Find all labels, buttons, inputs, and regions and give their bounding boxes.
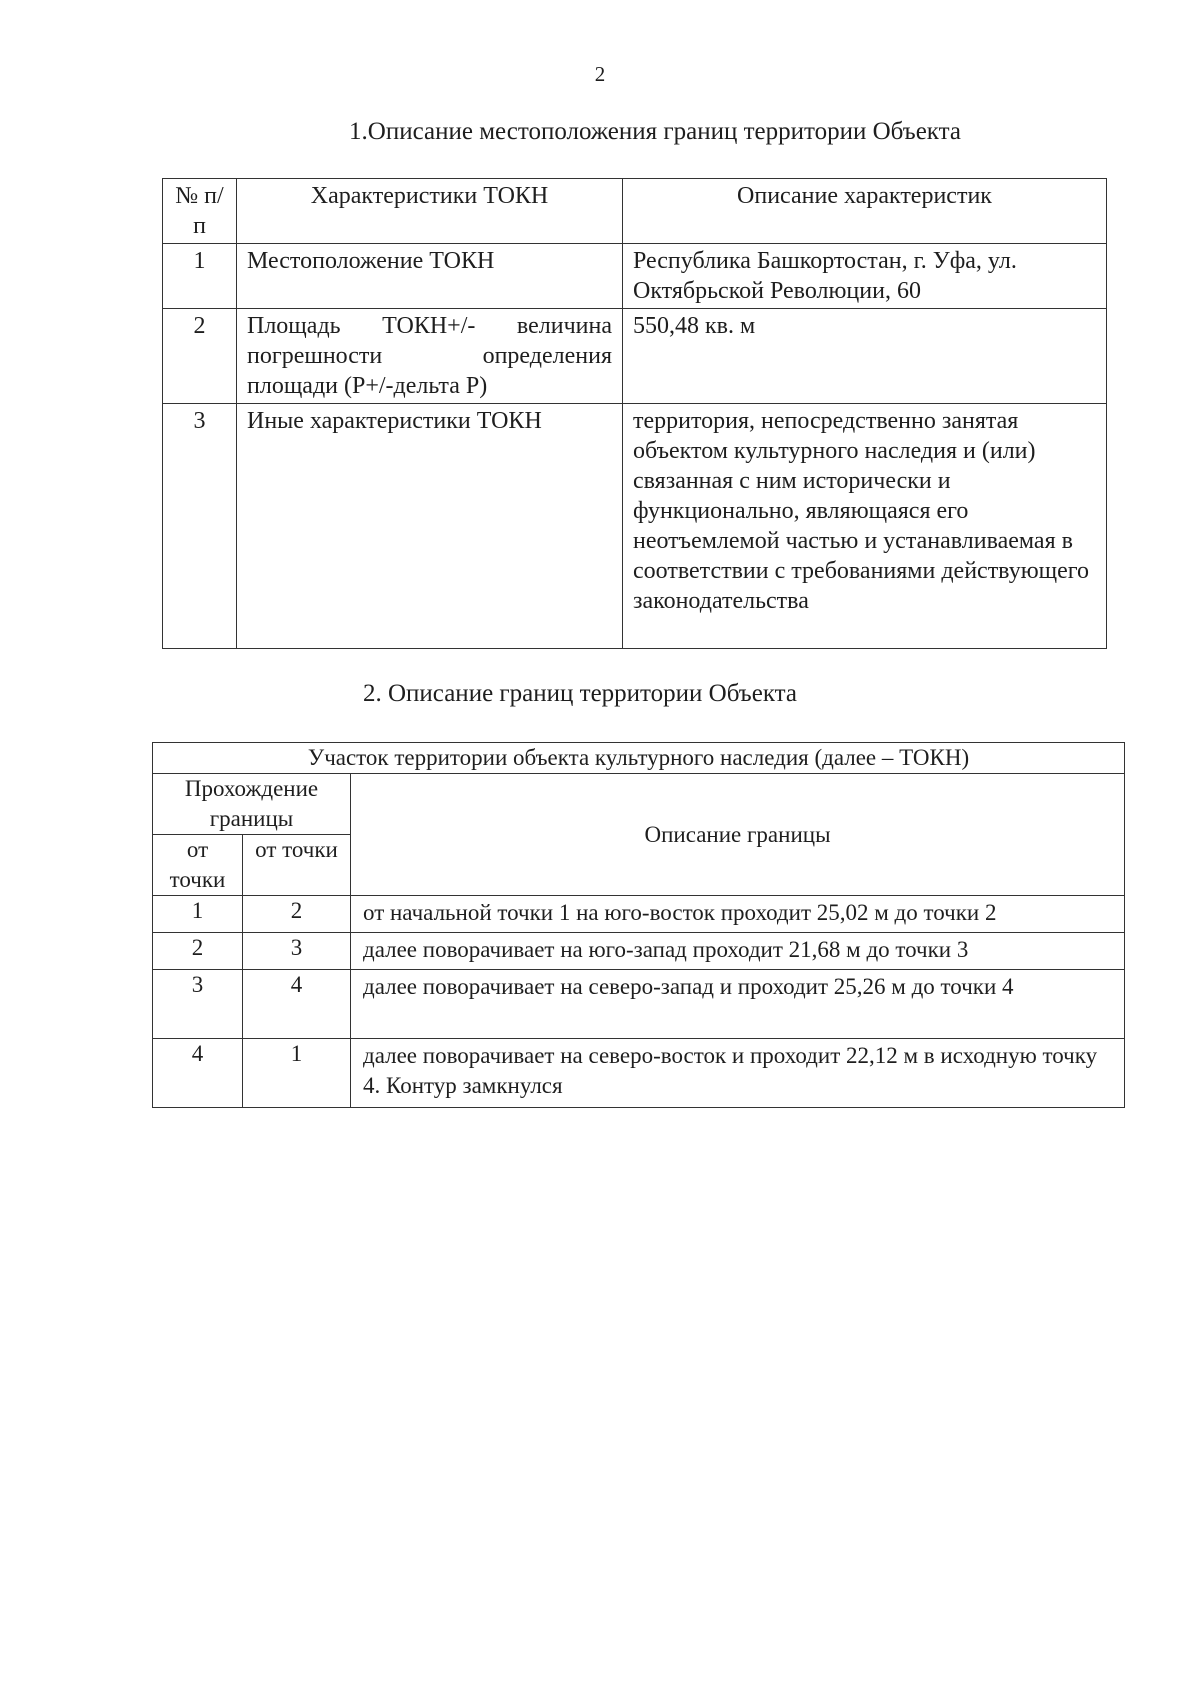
from-point: 4 <box>153 1039 243 1108</box>
boundary-segment-description: далее поворачивает на северо-восток и проходит 22,12 м в исходную точку 4. Контур замкнулся <box>351 1039 1125 1108</box>
header-characteristic: Характеристики ТОКН <box>237 179 623 244</box>
page-number: 2 <box>594 62 606 86</box>
row-num: 1 <box>163 244 237 309</box>
row-description: 550,48 кв. м <box>623 309 1107 404</box>
header-to-point: от точки <box>243 835 351 896</box>
header-boundary-description: Описание границы <box>351 774 1125 896</box>
row-description: территория, непосредственно занятая объектом культурного наследия и (или) связанная с ним исторически и функционально, являющаяся его неотъемлемой частью и устанавливаемая в соответствии с требованиями действующего законодательства <box>623 404 1107 649</box>
row-description: Республика Башкортостан, г. Уфа, ул. Октябрьской Революции, 60 <box>623 244 1107 309</box>
from-point: 3 <box>153 970 243 1039</box>
row-characteristic: Площадь ТОКН+/- величина погрешности определения площади (Р+/-дельта Р) <box>237 309 623 404</box>
plot-header-row <box>153 743 1125 774</box>
table-row <box>153 896 1125 933</box>
from-point: 1 <box>153 896 243 933</box>
row-num: 2 <box>163 309 237 404</box>
boundary-segment-description: далее поворачивает на юго-запад проходит 21,68 м до точки 3 <box>351 933 1125 970</box>
to-point: 2 <box>243 896 351 933</box>
table-row <box>163 244 1107 309</box>
table-row <box>153 970 1125 1039</box>
row-num: 3 <box>163 404 237 649</box>
table-row <box>153 1039 1125 1108</box>
section-1-title: 1.Описание местоположения границ территории Объекта <box>349 118 961 145</box>
to-point: 1 <box>243 1039 351 1108</box>
header-num: № п/п <box>163 179 237 244</box>
territory-location-table <box>162 178 1107 649</box>
plot-header: Участок территории объекта культурного наследия (далее – ТОКН) <box>153 743 1125 774</box>
header-from-point: от точки <box>153 835 243 896</box>
boundary-segment-description: от начальной точки 1 на юго-восток проходит 25,02 м до точки 2 <box>351 896 1125 933</box>
boundary-description-table <box>152 742 1125 1108</box>
header-description: Описание характеристик <box>623 179 1107 244</box>
to-point: 4 <box>243 970 351 1039</box>
table-row <box>153 933 1125 970</box>
row-characteristic: Местоположение ТОКН <box>237 244 623 309</box>
boundary-segment-description: далее поворачивает на северо-запад и проходит 25,26 м до точки 4 <box>351 970 1125 1039</box>
table-row <box>163 404 1107 649</box>
to-point: 3 <box>243 933 351 970</box>
from-point: 2 <box>153 933 243 970</box>
header-passage: Прохождение границы <box>153 774 351 835</box>
table-row <box>163 309 1107 404</box>
section-2-title: 2. Описание границ территории Объекта <box>363 680 797 707</box>
table-header-row <box>163 179 1107 244</box>
table-header-row <box>153 774 1125 835</box>
row-characteristic: Иные характеристики ТОКН <box>237 404 623 649</box>
